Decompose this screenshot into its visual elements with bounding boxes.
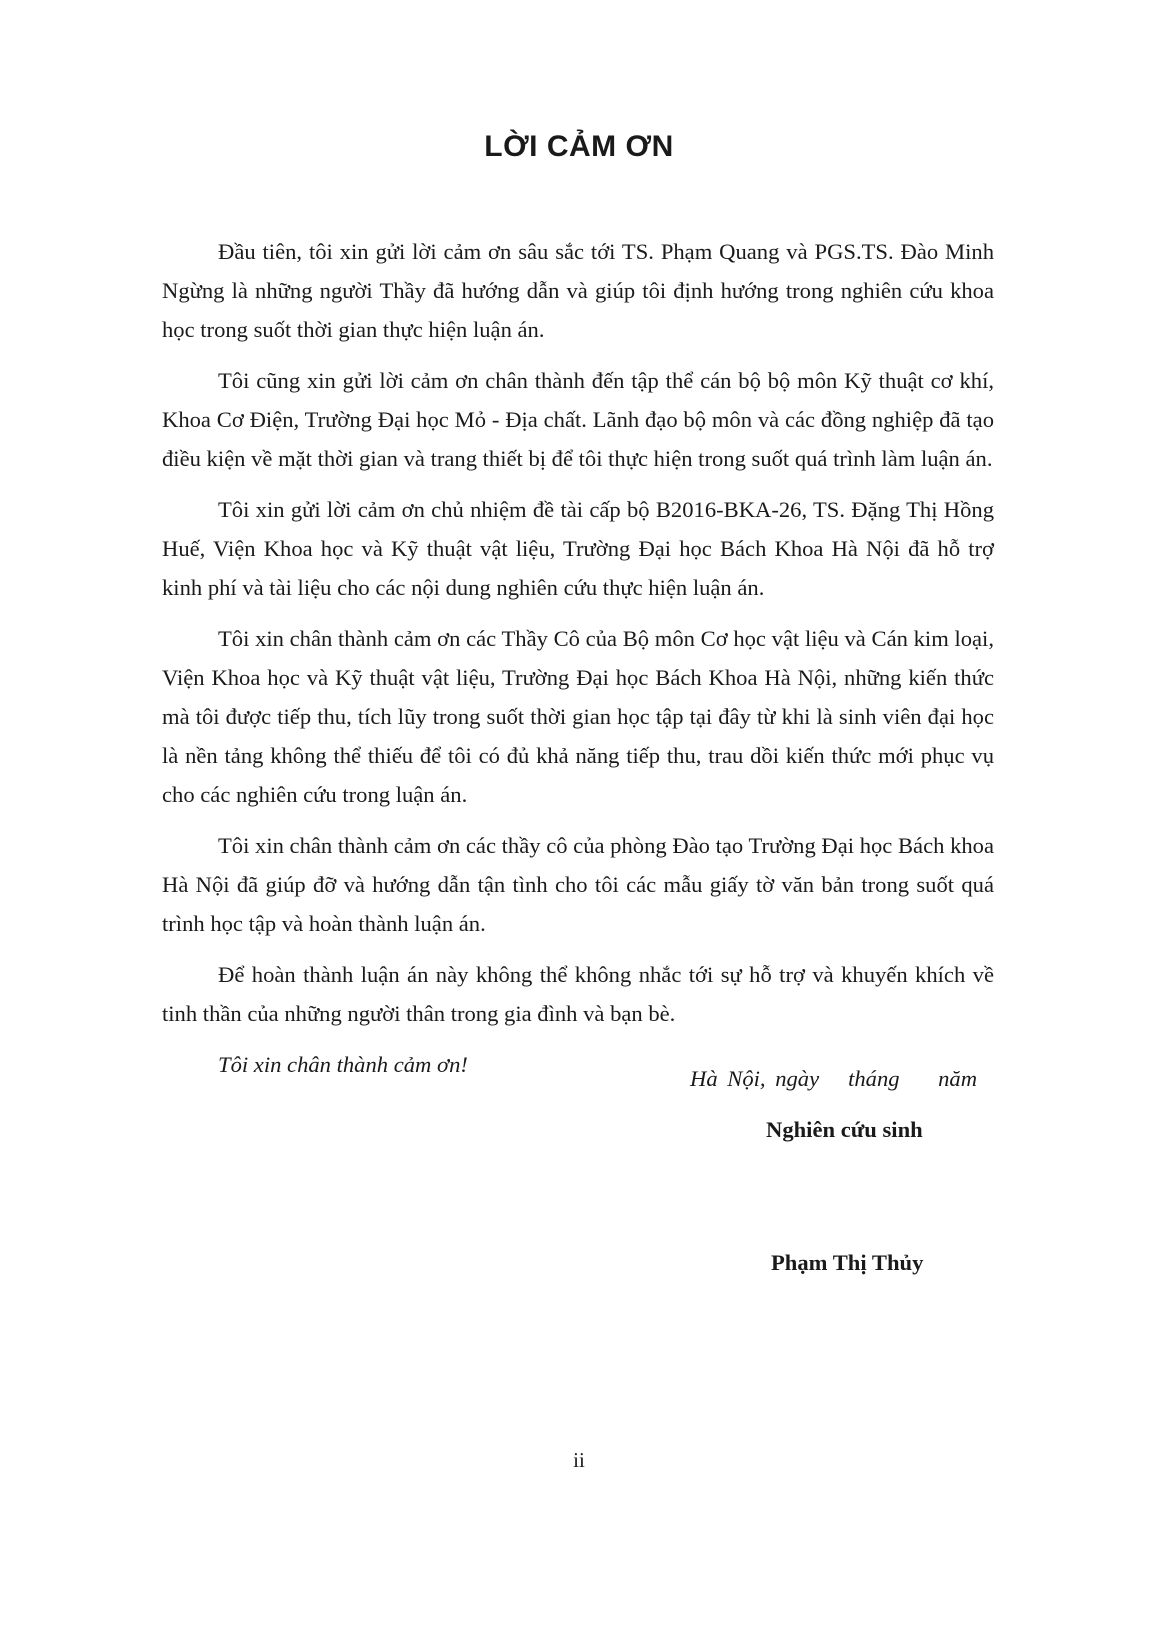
page-title: LỜI CẢM ƠN — [484, 130, 674, 163]
paragraph-1: Đầu tiên, tôi xin gửi lời cảm ơn sâu sắc tới TS. Phạm Quang và PGS.TS. Đào Minh Ngừng là những người Thầy đã hướng dẫn và giúp tôi định hướng trong nghiên cứu khoa học trong suốt thời gian thực hiện luận án. — [162, 239, 994, 342]
paragraph-2: Tôi cũng xin gửi lời cảm ơn chân thành đến tập thể cán bộ bộ môn Kỹ thuật cơ khí, Khoa Cơ Điện, Trường Đại học Mỏ - Địa chất. Lãnh đạo bộ môn và các đồng nghiệp đã tạo điều kiện về mặt thời gian và trang thiết bị để tôi thực hiện trong suốt quá trình làm luận án. — [162, 368, 994, 471]
page-number: ii — [573, 1448, 585, 1472]
place-date: Hà Nội, ngày tháng năm — [690, 1066, 978, 1091]
paragraph-4: Tôi xin chân thành cảm ơn các Thầy Cô của Bộ môn Cơ học vật liệu và Cán kim loại, Viện Khoa học và Kỹ thuật vật liệu, Trường Đại học Bách Khoa Hà Nội, những kiến thức mà tôi được tiếp thu, tích lũy trong suốt thời gian học tập tại đây từ khi là sinh viên đại học là nền tảng không thể thiếu để tôi có đủ khả năng tiếp thu, trau dồi kiến thức mới phục vụ cho các nghiên cứu trong luận án. — [162, 626, 994, 807]
author-name: Phạm Thị Thủy — [771, 1250, 924, 1275]
closing-line: Tôi xin chân thành cảm ơn! — [218, 1052, 468, 1077]
paragraph-3: Tôi xin gửi lời cảm ơn chủ nhiệm đề tài cấp bộ B2016-BKA-26, TS. Đặng Thị Hồng Huế, Viện Khoa học và Kỹ thuật vật liệu, Trường Đại học Bách Khoa Hà Nội đã hỗ trợ kinh phí và tài liệu cho các nội dung nghiên cứu thực hiện luận án. — [162, 497, 994, 600]
paragraph-6: Để hoàn thành luận án này không thể không nhắc tới sự hỗ trợ và khuyến khích về tinh thần của những người thân trong gia đình và bạn bè. — [162, 962, 994, 1026]
acknowledgement-body — [162, 232, 994, 1096]
signer-role: Nghiên cứu sinh — [766, 1117, 923, 1142]
paragraph-5: Tôi xin chân thành cảm ơn các thầy cô của phòng Đào tạo Trường Đại học Bách khoa Hà Nội đã giúp đỡ và hướng dẫn tận tình cho tôi các mẫu giấy tờ văn bản trong suốt quá trình học tập và hoàn thành luận án. — [162, 833, 994, 936]
